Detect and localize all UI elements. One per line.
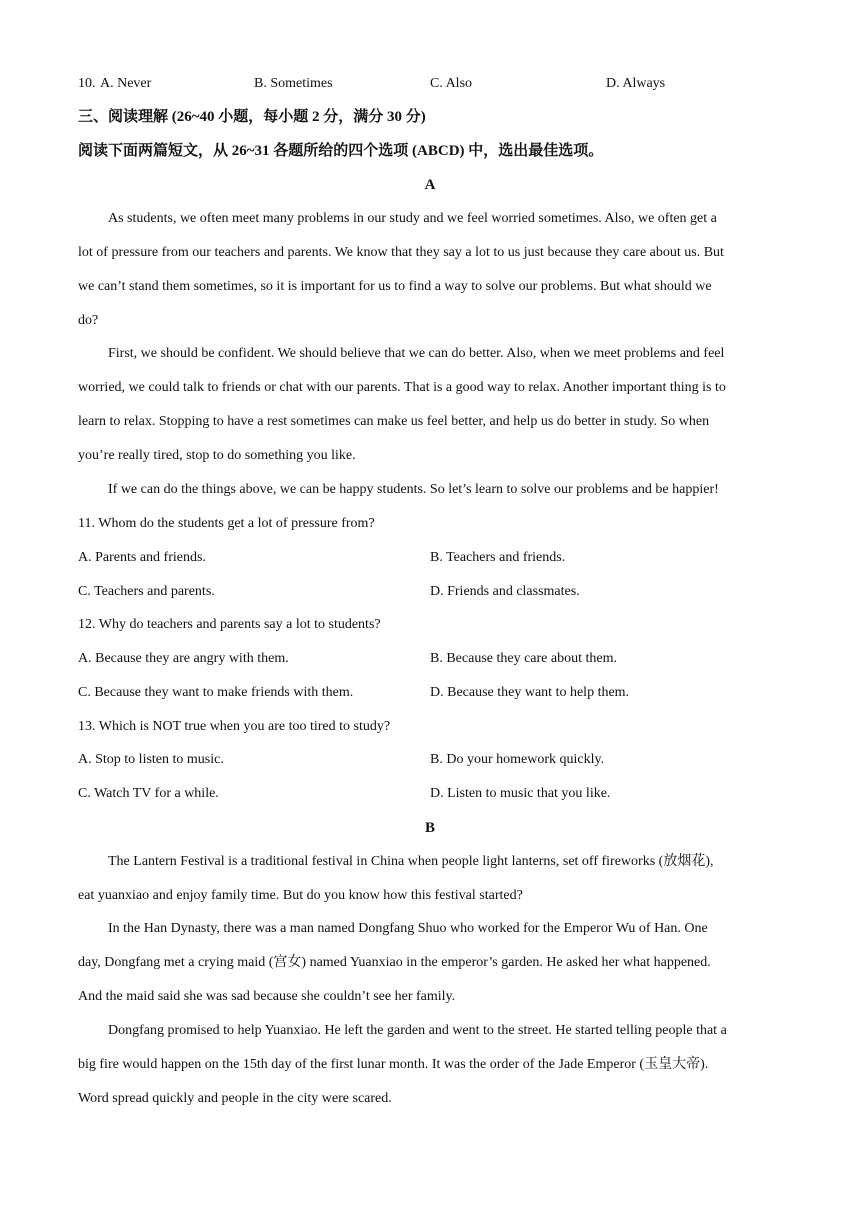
question-option: A. Stop to listen to music. — [78, 752, 224, 767]
passage-a-line: lot of pressure from our teachers and parents. We know that they say a lot to us just because they care about us. But — [78, 245, 724, 260]
passage-b-line: In the Han Dynasty, there was a man named Dongfang Shuo who worked for the Emperor Wu of Han. One — [108, 921, 708, 936]
passage-b-line: The Lantern Festival is a traditional festival in China when people light lanterns, set off fireworks (放烟花), — [108, 854, 714, 869]
passage-a-line: As students, we often meet many problems in our study and we feel worried sometimes. Also, we often get a — [108, 211, 717, 226]
question-stem: 11. Whom do the students get a lot of pressure from? — [78, 516, 375, 531]
question-option: D. Because they want to help them. — [430, 685, 630, 700]
passage-a-line: learn to relax. Stopping to have a rest sometimes can make us feel better, and help us do better in study. So when — [78, 414, 710, 429]
section-heading: 三、阅读理解 (26~40 小题，每小题 2 分，满分 30 分) — [78, 109, 426, 125]
passage-b-line: eat yuanxiao and enjoy family time. But do you know how this festival started? — [78, 888, 523, 903]
passage-a-line: First, we should be confident. We should believe that we can do better. Also, when we meet problems and feel — [108, 346, 725, 361]
question-stem: 12. Why do teachers and parents say a lot to students? — [78, 617, 381, 632]
question-option: D. Friends and classmates. — [430, 584, 580, 599]
q10-number: 10. — [78, 76, 96, 91]
passage-b-line: Word spread quickly and people in the city were scared. — [78, 1091, 392, 1106]
question-option: B. Because they care about them. — [430, 651, 617, 666]
q10-option-c: C. Also — [430, 76, 473, 91]
question-option: A. Because they are angry with them. — [78, 651, 289, 666]
question-option: B. Teachers and friends. — [430, 550, 566, 565]
question-option: C. Because they want to make friends with them. — [78, 685, 354, 700]
passage-a-line: do? — [78, 313, 99, 328]
passage-a-line: we can’t stand them sometimes, so it is important for us to find a way to solve our problems. But what should we — [78, 279, 712, 294]
question-option: C. Teachers and parents. — [78, 584, 215, 599]
question-option: D. Listen to music that you like. — [430, 786, 611, 801]
q10-option-b: B. Sometimes — [254, 76, 333, 91]
section-instruction: 阅读下面两篇短文，从 26~31 各题所给的四个选项 (ABCD) 中，选出最佳选项。 — [78, 143, 604, 159]
question-stem: 13. Which is NOT true when you are too tired to study? — [78, 719, 391, 734]
passage-b-line: And the maid said she was sad because she couldn’t see her family. — [78, 989, 456, 1004]
passage-b-line: big fire would happen on the 15th day of the first lunar month. It was the order of the Jade Emperor (玉皇大帝). — [78, 1057, 709, 1072]
passage-b-line: Dongfang promised to help Yuanxiao. He left the garden and went to the street. He started telling people that a — [108, 1023, 727, 1038]
passage-b-line: day, Dongfang met a crying maid (宫女) named Yuanxiao in the emperor’s garden. He asked her what happened. — [78, 955, 711, 970]
question-option: C. Watch TV for a while. — [78, 786, 219, 801]
q10-option-d: D. Always — [606, 76, 666, 91]
q10-option-a: A. Never — [100, 76, 152, 91]
passage-a-line: If we can do the things above, we can be happy students. So let’s learn to solve our problems and be happier! — [108, 482, 719, 497]
passage-a-line: you’re really tired, stop to do something you like. — [78, 448, 356, 463]
question-option: B. Do your homework quickly. — [430, 752, 605, 767]
passage-a-title: A — [424, 177, 436, 193]
passage-b-title: B — [424, 820, 435, 836]
passage-a-line: worried, we could talk to friends or chat with our parents. That is a good way to relax. Another important thing is to — [78, 380, 726, 395]
question-option: A. Parents and friends. — [78, 550, 206, 565]
